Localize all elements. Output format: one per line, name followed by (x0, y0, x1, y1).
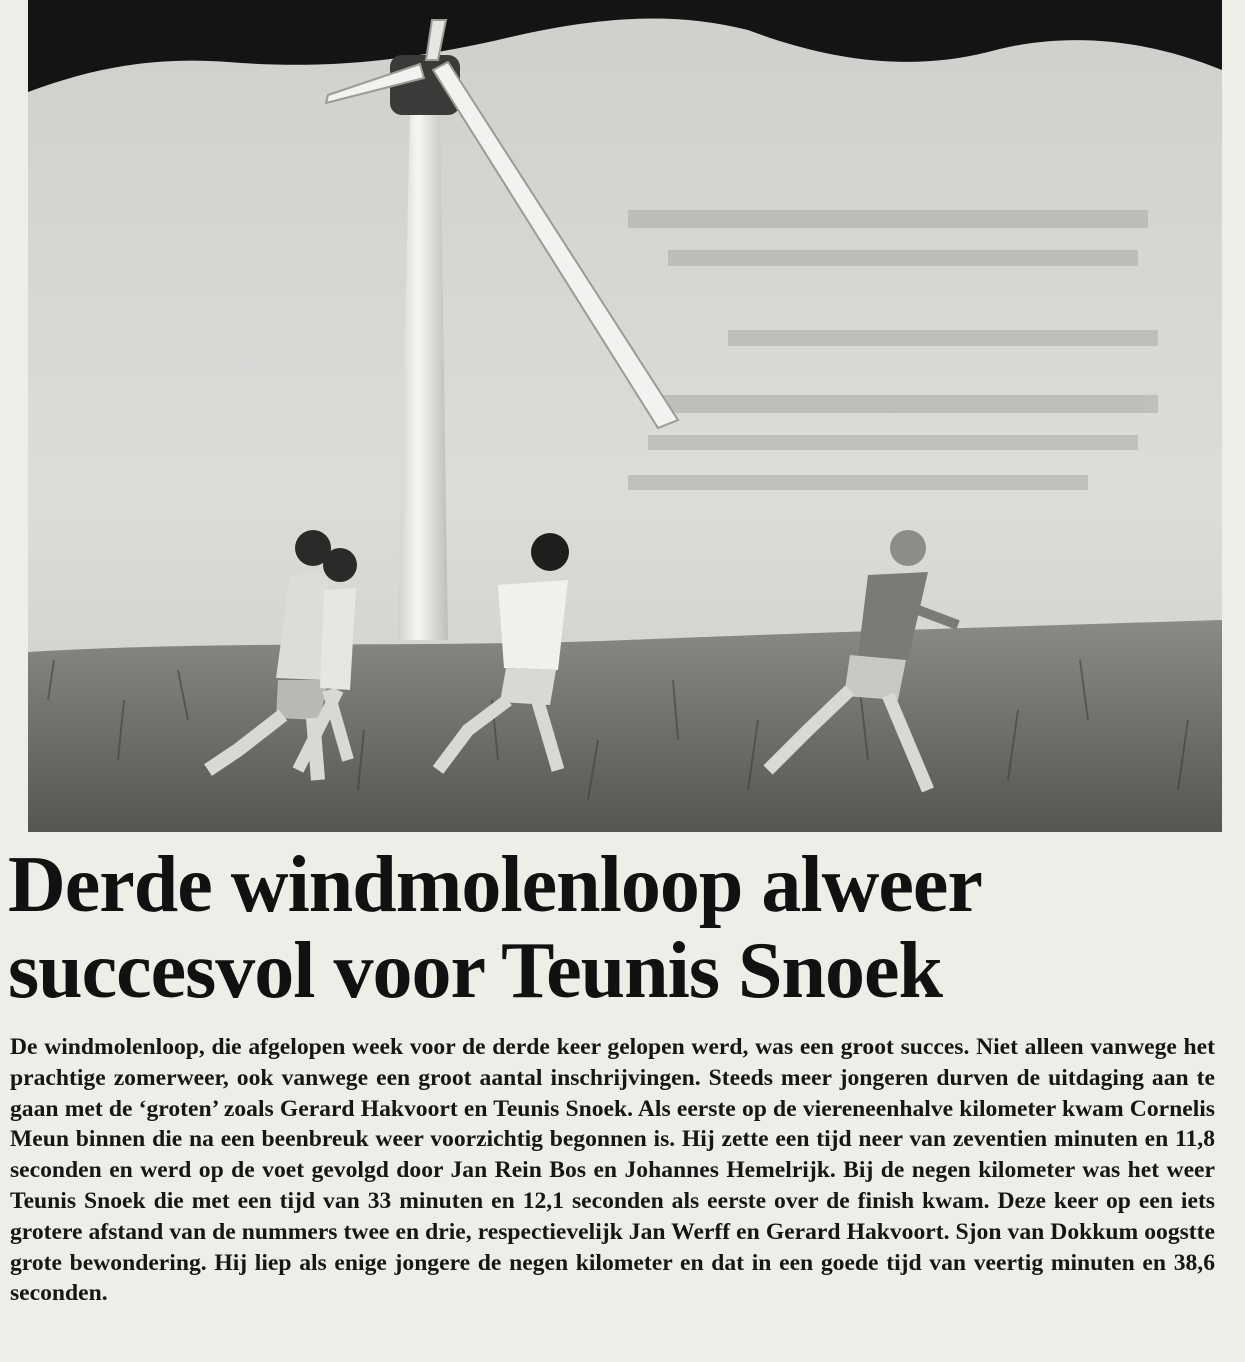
article-body: De windmolenloop, die afgelopen week voor de derde keer gelopen werd, was een groot succes. Niet alleen vanwege het prachtige zomerweer, ook vanwege een groot aantal inschrijvingen. Steeds meer jongeren durven de uitdaging aan te gaan met de ‘groten’ zoals Gerard Hakvoort en Teunis Snoek. Als eerste op de viereneenhalve kilometer kwam Cornelis Meun binnen die na een beenbreuk weer voorzichtig begonnen is. Hij zette een tijd neer van zeventien minuten en 11,8 seconden en werd op de voet gevolgd door Jan Rein Bos en Johannes Hemelrijk. Bij de negen kilometer was het weer Teunis Snoek die met een tijd van 33 minuten en 12,1 seconden als eerste over de finish kwam. Deze keer op een iets grotere afstand van de nummers twee en drie, respectievelijk Jan Werff en Gerard Hakvoort. Sjon van Dokkum oogstte grote bewondering. Hij liep als enige jongere de negen kilometer en dat in een goede tijd van veertig minuten en 38,6 seconden. (10, 1034, 1215, 1307)
photo-windmill-runners (28, 0, 1222, 832)
headline-line-1: Derde windmolenloop alweer (8, 841, 982, 929)
article-headline (8, 842, 1228, 1014)
photo-illustration (28, 0, 1222, 832)
headline-line-2: succesvol voor Teunis Snoek (8, 927, 942, 1015)
grass-field (28, 620, 1222, 832)
